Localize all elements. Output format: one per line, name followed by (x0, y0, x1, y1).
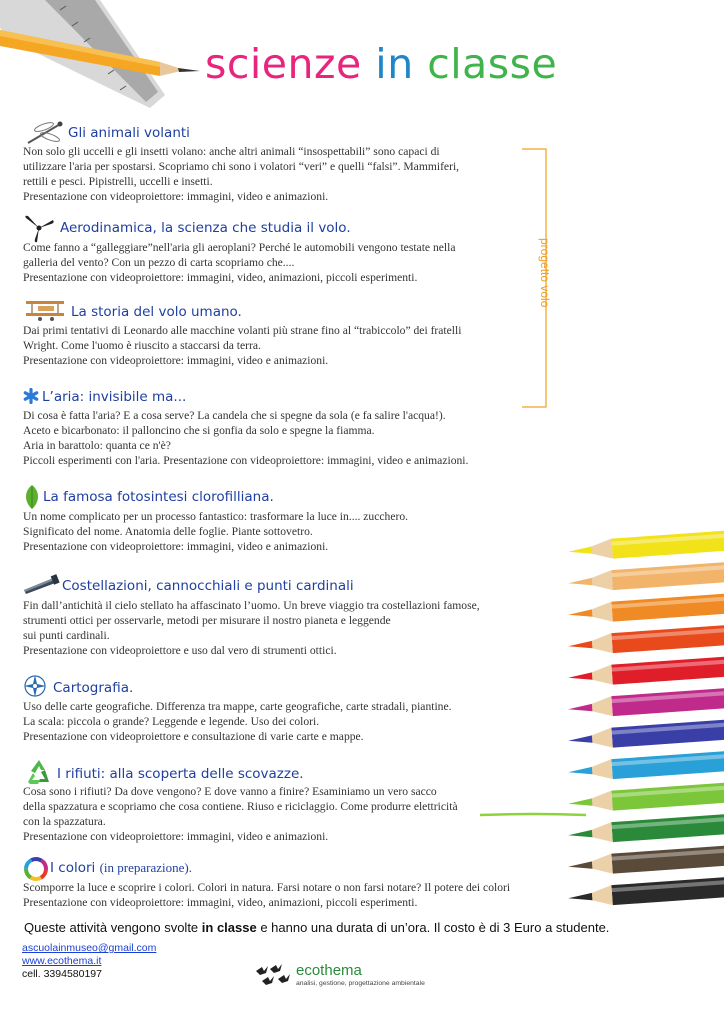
body-line: Dai primi tentativi di Leonardo alle macchine volanti più strane fino al “trabiccolo” dei fratelli (23, 324, 462, 337)
section-heading-costellazioni: Costellazioni, cannocchiali e punti cardinali (62, 578, 354, 594)
website-link[interactable]: www.ecothema.it (22, 955, 102, 967)
colored-pencil-icon (568, 782, 724, 814)
body-line: Presentazione con videoproiettore: immagini, video, animazioni, piccoli esperimenti. (23, 896, 418, 909)
body-line: Aceto e bicarbonato: il palloncino che si gonfia da solo e spegne la fiamma. (23, 424, 375, 437)
ecothema-logo-icon (254, 963, 294, 987)
colored-pencil-icon (568, 719, 724, 751)
body-line: Presentazione con videoproiettore: immagini, video e animazioni. (23, 354, 329, 367)
section-heading-storia-volo: La storia del volo umano. (71, 304, 242, 320)
section-heading-colori-title: I colori (50, 860, 96, 876)
compass-rose-icon (23, 674, 47, 698)
section-heading-fotosintesi: La famosa fotosintesi clorofilliana. (43, 489, 274, 505)
section-body-fotosintesi (23, 509, 518, 554)
body-line: Presentazione con videoproiettore e consultazione di varie carte e mappe. (23, 730, 364, 743)
body-line: galleria del vento? Con un pezzo di carta scopriamo che.... (23, 256, 295, 269)
section-heading-rifiuti: I rifiuti: alla scoperta delle scovazze. (57, 766, 304, 782)
body-line: Scomporre la luce e scoprire i colori. Colori in natura. Farsi notare o non farsi notare? Il potere dei colori (23, 881, 511, 894)
colored-pencil-icon (568, 624, 724, 656)
body-line: Presentazione con videoproiettore: immagini, video, animazioni, piccoli esperimenti. (23, 271, 418, 284)
colored-pencil-icon (568, 687, 724, 719)
ruler-pencil-illustration (0, 0, 205, 110)
body-line: Piccoli esperimenti con l'aria. Presentazione con videoproiettore: immagini, video e animazioni. (23, 454, 469, 467)
body-line: Presentazione con videoproiettore: immagini, video e animazioni. (23, 830, 329, 843)
body-line: Significato del nome. Anatomia delle foglie. Piante sottovetro. (23, 525, 313, 538)
body-line: Cosa sono i rifiuti? Da dove vengono? E dove vanno a finire? Esaminiamo un vero sacco (23, 785, 437, 798)
section-body-cartografia (23, 699, 518, 744)
body-line: Presentazione con videoproiettore e uso dal vero di strumenti ottici. (23, 644, 337, 657)
colored-pencils-illustration (560, 528, 724, 922)
section-body-costellazioni (23, 598, 518, 658)
body-line: Come fanno a “galleggiare”nell'aria gli aeroplani? Perché le automobili vengono testate nella (23, 241, 456, 254)
dragonfly-icon (24, 119, 66, 147)
page-title (205, 40, 557, 88)
footer-text-pre: Queste attività vengono svolte (24, 920, 202, 935)
title-word-in: in (375, 40, 414, 88)
telescope-icon (22, 574, 60, 594)
title-word-scienze: scienze (205, 40, 362, 88)
section-heading-aerodinamica: Aerodinamica, la scienza che studia il volo. (60, 220, 351, 236)
body-line: Fin dall’antichità il cielo stellato ha affascinato l’uomo. Un breve viaggio tra costellazioni famose, (23, 599, 480, 612)
recycle-icon (24, 758, 54, 786)
contact-block (22, 942, 156, 981)
colored-pencil-icon (568, 876, 724, 908)
body-line: rettili e pesci. Pipistrelli, uccelli e insetti. (23, 175, 213, 188)
footer-text-bold: in classe (201, 920, 257, 935)
email-link[interactable]: ascuolainmuseo@gmail.com (22, 942, 157, 954)
biplane-icon (22, 299, 68, 321)
body-line: Uso delle carte geografiche. Differenza tra mappe, carte geografiche, carte stradali, piantine. (23, 700, 452, 713)
brand-name: ecothema (296, 962, 362, 979)
section-body-storia-volo (23, 323, 518, 368)
section-body-aerodinamica (23, 240, 518, 285)
colored-pencil-icon (568, 530, 724, 562)
footer-info (24, 920, 609, 935)
colored-pencil-icon (568, 561, 724, 593)
colored-pencil-icon (568, 593, 724, 625)
body-line: Presentazione con videoproiettore: immagini, video e animazioni. (23, 540, 329, 553)
section-body-animali-volanti (23, 144, 518, 204)
section-body-rifiuti (23, 784, 518, 844)
colored-pencil-icon (568, 656, 724, 688)
body-line: La scala: piccola o grande? Leggende e legende. Uso dei colori. (23, 715, 320, 728)
body-line: Non solo gli uccelli e gli insetti volano: anche altri animali “insospettabili” sono capaci di (23, 145, 440, 158)
brand-tagline: analisi, gestione, progettazione ambientale (296, 980, 425, 987)
section-heading-colori-note: (in preparazione). (99, 860, 192, 875)
section-heading-cartografia: Cartografia. (53, 680, 134, 696)
section-heading-aria: L’aria: invisibile ma... (42, 389, 187, 405)
phone-number: cell. 3394580197 (22, 968, 102, 980)
colored-pencil-icon (568, 813, 724, 845)
body-line: Wright. Come l'uomo è riuscito a staccarsi da terra. (23, 339, 261, 352)
title-word-classe: classe (427, 40, 558, 88)
body-line: Presentazione con videoproiettore: immagini, video e animazioni. (23, 190, 329, 203)
body-line: con la spazzatura. (23, 815, 106, 828)
colored-pencil-icon (568, 750, 724, 782)
section-body-aria (23, 408, 518, 468)
section-heading-animali-volanti: Gli animali volanti (68, 125, 190, 141)
body-line: della spazzatura e scopriamo che cosa contiene. Riuso e riciclaggio. Come produrre elettricità (23, 800, 458, 813)
body-line: strumenti ottici per osservarle, metodi per misurare il nostro pianeta e leggende (23, 614, 391, 627)
asterisk-icon (23, 388, 39, 404)
body-line: sui punti cardinali. (23, 629, 110, 642)
body-line: utilizzare l'aria per spostarsi. Scopriamo chi sono i volatori “veri” e quelli “falsi”. Mammiferi, (23, 160, 460, 173)
footer-text-post: e hanno una durata di un’ora. Il costo è di 3 Euro a studente. (256, 920, 610, 935)
color-wheel-icon (24, 857, 48, 881)
colored-pencil-icon (568, 845, 724, 877)
body-line: Aria in barattolo: quanta ce n'è? (23, 439, 171, 452)
section-heading-colori (50, 860, 192, 876)
section-body-colori (23, 880, 543, 910)
progetto-volo-label: progetto volo (538, 238, 552, 308)
body-line: Di cosa è fatta l'aria? E a cosa serve? La candela che si spegne da sola (e fa salire l'acqua!). (23, 409, 446, 422)
body-line: Un nome complicato per un processo fantastico: trasformare la luce in.... zucchero. (23, 510, 409, 523)
leaf-icon (23, 484, 41, 510)
